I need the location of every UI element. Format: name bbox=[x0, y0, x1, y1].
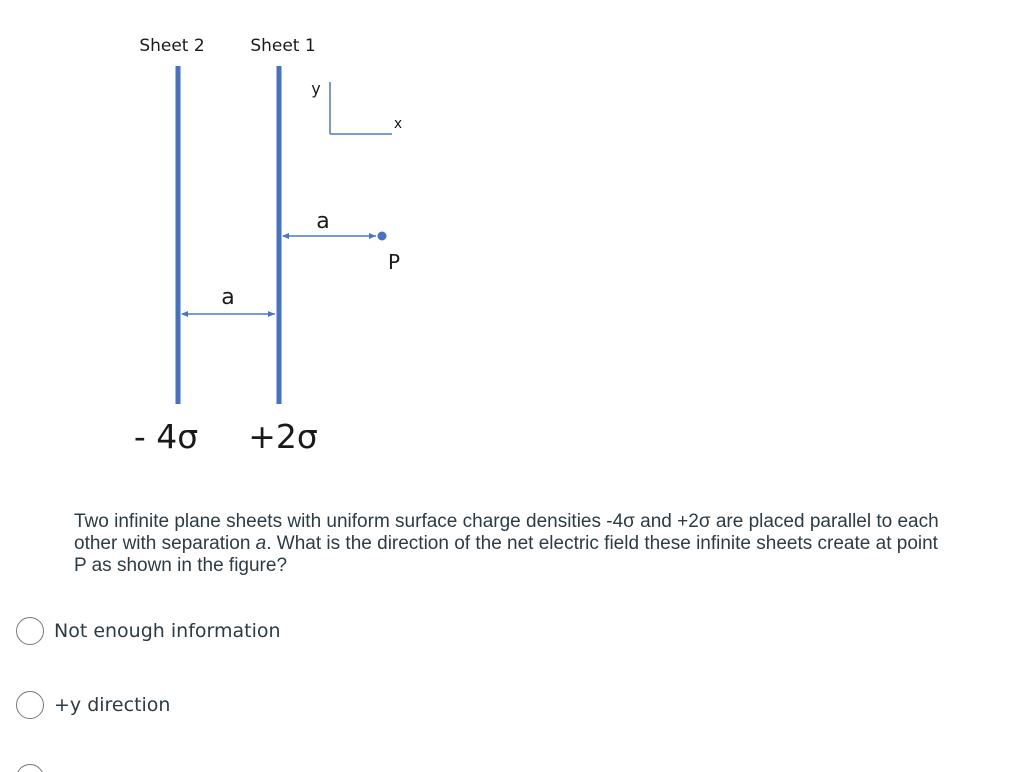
axis-x-label: x bbox=[393, 116, 403, 132]
radio-button[interactable] bbox=[16, 691, 44, 719]
point-p-label: P bbox=[387, 250, 401, 274]
question-variable: a bbox=[255, 533, 267, 554]
radio-button[interactable] bbox=[16, 764, 44, 772]
problem-figure bbox=[0, 0, 520, 470]
distance-label-top: a bbox=[316, 209, 330, 234]
sheet2-label: Sheet 2 bbox=[139, 36, 205, 56]
sheet1-charge-label: +2σ bbox=[248, 417, 318, 456]
distance-label-bottom: a bbox=[221, 285, 235, 310]
sheet2-charge-label: - 4σ bbox=[133, 417, 199, 456]
answer-option-not-enough-info[interactable] bbox=[16, 617, 281, 645]
question-part-1: Two infinite plane sheets with uniform surface charge densities -4σ and +2σ are placed parallel to each other with separation bbox=[74, 511, 939, 554]
charged-sheets-diagram bbox=[0, 0, 520, 470]
question-text bbox=[74, 511, 954, 577]
question-part-2: . What is the direction of the net electric field these infinite sheets create at point P as shown in the figure? bbox=[74, 533, 938, 576]
answer-option-3[interactable] bbox=[16, 764, 54, 772]
radio-button[interactable] bbox=[16, 617, 44, 645]
axes-icon bbox=[330, 82, 392, 134]
point-p bbox=[378, 232, 387, 241]
answer-label: +y direction bbox=[54, 694, 171, 716]
sheet1-label: Sheet 1 bbox=[250, 36, 316, 56]
axis-y-label: y bbox=[311, 79, 321, 98]
answer-label: Not enough information bbox=[54, 620, 281, 642]
answer-option-plus-y[interactable] bbox=[16, 691, 170, 719]
